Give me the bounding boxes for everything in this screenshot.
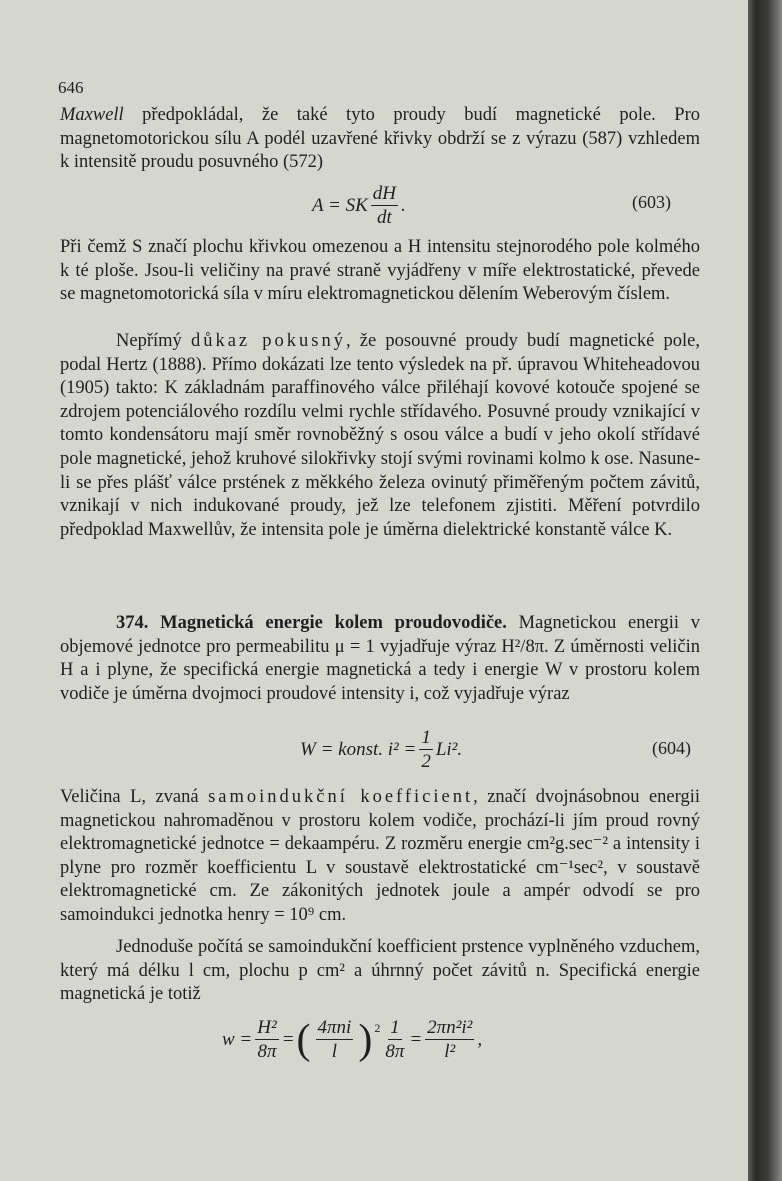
eqfinal-f4-denominator: l² (444, 1041, 456, 1062)
eq604-denominator: 2 (421, 751, 431, 772)
paragraph-3-lead: Nepřímý (116, 331, 191, 351)
eq603-tail: . (401, 194, 406, 216)
eq604-fraction (419, 728, 433, 771)
eqfinal-f3-numerator: 1 (390, 1017, 400, 1038)
section-374-text: Magnetickou energii v objemové jednotce pro permeabilitu μ = 1 vyjadřuje výraz H²/8π. Z úměrnosti veličin H a i plyne, že specifická energie magnetická a tedy i energie W v prostoru kolem vodiče je úměrna dvojmoci proudové intensity i, což vyjadřuje výraz (60, 613, 700, 704)
eq604-lhs: W = konst. i² = (300, 738, 417, 760)
eq604-rhs: Li². (435, 738, 463, 760)
paragraph-5-text: , značí dvojnásobnou energii magnetickou nahromaděnou v prostoru kolem vodiče, prochází-li jím proud rovný elektromagnetické jednotce = dekaampéru. Z rozměru energie cm²g.sec⁻² a intensity i plyne pro rozměr koefficientu L v soustavě elektrostatické cm⁻¹sec², v soustavě elektromagnetické cm. Ze zákonitých jednotek joule a ampér odvodí se pro samoindukci jednotka henry = 10⁹ cm. (60, 787, 700, 925)
eq604-numerator: 1 (421, 727, 431, 748)
paragraph-3 (60, 330, 700, 542)
eqfinal-f3-denominator: 8π (385, 1041, 405, 1062)
eqfinal-fraction-1 (255, 1018, 278, 1061)
eq603-fraction (371, 184, 398, 227)
equation-604 (300, 728, 462, 771)
equation-603 (312, 184, 406, 227)
equation-604-number: (604) (652, 738, 691, 758)
right-paren-icon: ) (358, 1016, 373, 1063)
eqfinal-fraction-3 (383, 1018, 406, 1061)
book-gutter (748, 0, 782, 1181)
paragraph-5 (60, 786, 700, 928)
paragraph-maxwell (60, 104, 700, 175)
equation-603-number: (603) (632, 192, 671, 212)
paragraph-6 (60, 936, 700, 1007)
eqfinal-equals-2: = (281, 1028, 295, 1050)
left-paren-icon: ( (296, 1016, 311, 1063)
eqfinal-f2-denominator: l (331, 1041, 338, 1062)
section-374-heading: 374. Magnetická energie kolem proudovodiče. (116, 613, 507, 633)
eqfinal-equals-3: = (409, 1028, 423, 1050)
eqfinal-tail: , (477, 1028, 483, 1050)
paragraph-5-lead: Veličina L, zvaná (60, 787, 209, 807)
eqfinal-f1-denominator: 8π (257, 1041, 277, 1062)
paragraph-1-text: předpokládal, že také tyto proudy budí magnetické pole. Pro magnetomotorickou sílu A podél uzavřené křivky obdrží se z výrazu (587) vzhledem k intensitě proudu posuvného (572) (60, 105, 700, 173)
paragraph-3-text: , že posouvné proudy budí magnetické pole, podal Hertz (1888). Přímo dokázati lze tento výsledek na př. úpravou Whiteheadovou (1905) takto: K základnám paraffinového válce přiléhají kovové kotouče spojené se zdrojem potenciálového rozdílu velmi rychle střídavého. Posuvné proudy vznikající v tomto kondensátoru mají směr rovnoběžný s osou válce a budí v jeho okolí střídavé pole magnetické, jehož kruhové silokřivky stojí svými rovinami kolmo k ose. Nasune-li se přes plášť válce prstének z měkkého železa ovinutý přiměřeným počtem závitů, vznikají v nich indukované proudy, jež lze telefonem zjistiti. Měření potvrdilo předpoklad Maxwellův, že intensita pole je úměrna dielektrické konstantě válce K. (60, 331, 701, 540)
eqfinal-f2-numerator: 4πni (317, 1017, 352, 1038)
section-374 (60, 612, 700, 706)
eq603-lhs: A = SK (312, 194, 368, 216)
eqfinal-fraction-4 (425, 1018, 474, 1061)
eq603-numerator: dH (372, 183, 396, 204)
paragraph-2-text: Při čemž S značí plochu křivkou omezenou a H intensitu stejnorodého pole kolmého k té ploše. Jsou-li veličiny na pravé straně vyjádřeny v míře elektrostatické, převede se magnetomotorická síla v míru elektromagnetickou dělením Weberovým číslem. (60, 237, 700, 305)
paragraph-5-spaced: samoindukční koefficient (208, 787, 474, 807)
page-number: 646 (58, 78, 84, 97)
eqfinal-power: 2 (374, 1021, 381, 1035)
eq603-denominator: dt (376, 207, 392, 228)
eqfinal-lhs: w = (222, 1028, 253, 1050)
equation-final (222, 1018, 482, 1061)
paragraph-3-spaced: důkaz pokusný (190, 331, 346, 351)
eqfinal-f4-numerator: 2πn²i² (427, 1017, 473, 1038)
paragraph-6-text: Jednoduše počítá se samoindukční koefficient prstence vyplněného vzduchem, který má délku l cm, plochu p cm² a úhrnný počet závitů n. Specifická energie magnetická je totiž (60, 937, 700, 1005)
eqfinal-fraction-2 (316, 1018, 354, 1061)
paragraph-2 (60, 236, 700, 307)
author-maxwell: Maxwell (60, 105, 124, 125)
eqfinal-f1-numerator: H² (257, 1017, 277, 1038)
